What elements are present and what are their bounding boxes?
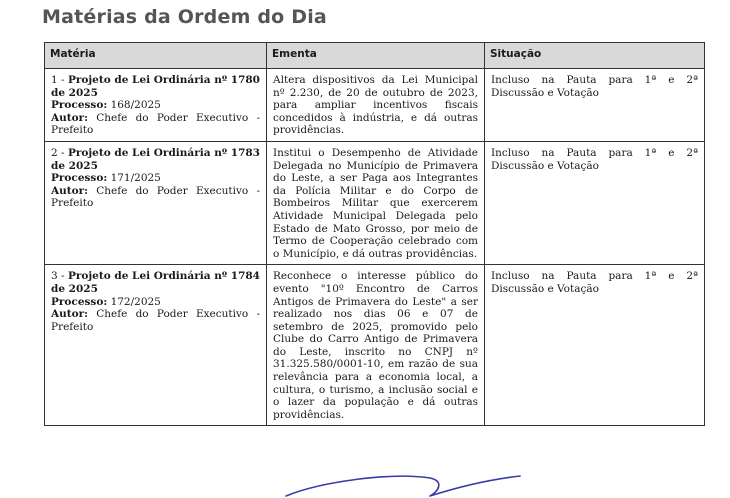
autor-label: Autor: — [51, 308, 89, 321]
table-header-row — [45, 43, 705, 69]
materia-cell: 3 - Projeto de Lei Ordinária nº 1784 de 2025 Processo: 172/2025 Autor: Chefe do Poder Executivo - Prefeito — [45, 265, 267, 426]
autor-label: Autor: — [51, 111, 89, 124]
processo-value: 171/2025 — [110, 172, 161, 185]
item-number: 1 — [51, 74, 58, 86]
autor-value: Chefe do Poder Executivo - Prefeito — [51, 308, 260, 333]
materia-cell: 2 - Projeto de Lei Ordinária nº 1783 de 2025 Processo: 171/2025 Autor: Chefe do Poder Executivo - Prefeito — [45, 141, 267, 264]
situacao-cell: Incluso na Pauta para 1ª e 2ª Discussão e Votação — [485, 69, 705, 142]
signature-stroke — [286, 476, 520, 496]
signature-scribble — [280, 470, 540, 498]
agenda-table — [44, 42, 705, 426]
processo-value: 168/2025 — [110, 99, 161, 112]
processo-label: Processo: — [51, 295, 108, 308]
processo-label: Processo: — [51, 172, 108, 185]
autor-value: Chefe do Poder Executivo - Prefeito — [51, 184, 260, 210]
ementa-cell: Institui o Desempenho de Atividade Delegada no Município de Primavera do Leste, a ser Paga aos Integrantes da Polícia Militar e do Corpo de Bombeiros Militar que exercerem Atividade Municipal Delegada pelo Estado de Mato Grosso, por meio de Termo de Cooperação celebrado com o Município, e dá outras providências. — [267, 141, 485, 264]
autor-label: Autor: — [51, 184, 89, 197]
processo-value: 172/2025 — [110, 295, 161, 308]
column-header-situacao: Situação — [485, 43, 705, 69]
projeto-title: Projeto de Lei Ordinária nº 1780 de 2025 — [51, 74, 260, 99]
table-row — [45, 265, 705, 426]
projeto-title: Projeto de Lei Ordinária nº 1783 de 2025 — [51, 146, 260, 172]
situacao-cell: Incluso na Pauta para 1ª e 2ª Discussão e Votação — [485, 141, 705, 264]
situacao-cell: Incluso na Pauta para 1ª e 2ª Discussão e Votação — [485, 265, 705, 426]
autor-value: Chefe do Poder Executivo - Prefeito — [51, 111, 260, 137]
projeto-title: Projeto de Lei Ordinária nº 1784 de 2025 — [51, 270, 260, 295]
materia-cell: 1 - Projeto de Lei Ordinária nº 1780 de 2025 Processo: 168/2025 Autor: Chefe do Poder Executivo - Prefeito — [45, 69, 267, 142]
table-row — [45, 69, 705, 142]
processo-label: Processo: — [51, 99, 108, 112]
column-header-materia: Matéria — [45, 43, 267, 69]
ementa-cell: Altera dispositivos da Lei Municipal nº 2.230, de 20 de outubro de 2023, para ampliar incentivos fiscais concedidos à indústria, e dá outras providências. — [267, 69, 485, 142]
ementa-cell: Reconhece o interesse público do evento "10º Encontro de Carros Antigos de Primavera do Leste" a ser realizado nos dias 06 e 07 de setembro de 2025, promovido pelo Clube do Carro Antigo de Primavera do Leste, inscrito no CNPJ nº 31.325.580/0001-10, em razão de sua relevância para a economia local, a cultura, o turismo, a inclusão social e o lazer da população e dá outras providências. — [267, 265, 485, 426]
table-row — [45, 141, 705, 264]
item-number: 3 — [51, 270, 58, 283]
page-title: Matérias da Ordem do Dia — [42, 6, 327, 28]
item-number: 2 — [51, 146, 58, 159]
column-header-ementa: Ementa — [267, 43, 485, 69]
